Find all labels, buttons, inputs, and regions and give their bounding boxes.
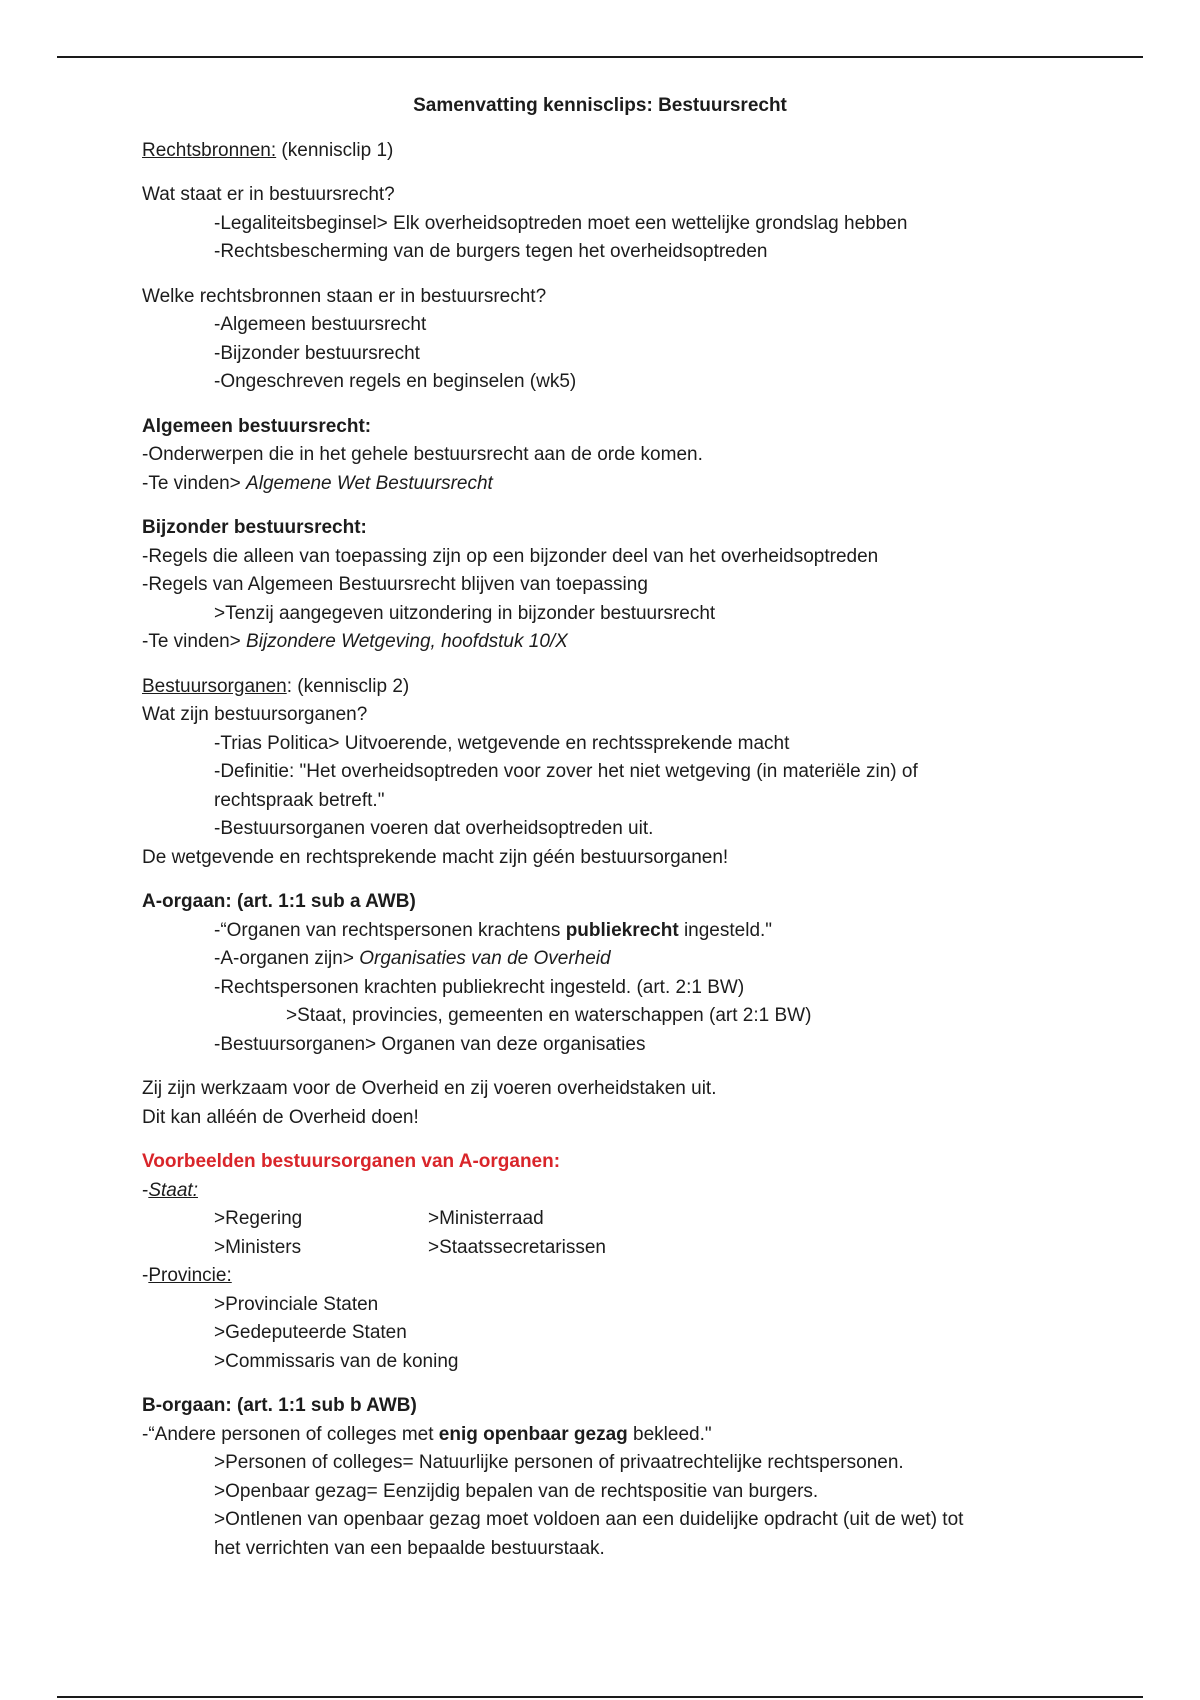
algemeen-te-vinden <box>142 470 1042 499</box>
provincie-item: >Gedeputeerde Staten <box>214 1322 407 1343</box>
document-title: Samenvatting kennisclips: Bestuursrecht <box>413 95 787 116</box>
provincie-label <box>142 1262 1042 1291</box>
openbaar-gezag-emphasis: enig openbaar gezag <box>438 1423 628 1445</box>
document-page <box>142 92 1042 1563</box>
staat-row <box>142 1234 1042 1263</box>
provincie-heading: Provincie: <box>148 1265 232 1286</box>
staat-row <box>142 1205 1042 1234</box>
text-segment: bekleed." <box>627 1423 712 1445</box>
question-wat-zijn: Wat zijn bestuursorganen? <box>142 704 368 725</box>
voorbeelden-heading: Voorbeelden bestuursorganen van A-organen: <box>142 1151 561 1172</box>
list-item-continued: rechtspraak betreft." <box>214 789 385 811</box>
a-orgaan-paragraph: Zij zijn werkzaam voor de Overheid en zij voeren overheidstaken uit. <box>142 1078 717 1099</box>
a-orgaan-paragraph: Dit kan alléén de Overheid doen! <box>142 1106 419 1128</box>
bijzondere-wetgeving-reference: Bijzondere Wetgeving, hoofdstuk 10/X <box>246 631 568 652</box>
provincie-item: >Commissaris van de koning <box>214 1350 459 1372</box>
text-segment: -A-organen zijn> <box>214 948 360 969</box>
bijzonder-te-vinden <box>142 628 1042 657</box>
a-orgaan-line <box>142 945 1042 974</box>
list-item: -Bestuursorganen voeren dat overheidsoptreden uit. <box>214 818 654 839</box>
publiekrecht-emphasis: publiekrecht <box>565 919 679 941</box>
bestuursorganen-note: De wetgevende en rechtsprekende macht zijn géén bestuursorganen! <box>142 846 729 868</box>
bestuursorganen-heading: Bestuursorganen <box>142 675 287 697</box>
b-orgaan-heading: B-orgaan: (art. 1:1 sub b AWB) <box>142 1395 417 1416</box>
b-orgaan-line: >Ontlenen van openbaar gezag moet voldoen aan een duidelijke opdracht (uit de wet) tot <box>214 1509 964 1530</box>
text-segment: -“Andere personen of colleges met <box>142 1423 439 1445</box>
b-orgaan-line: >Openbaar gezag= Eenzijdig bepalen van de rechtspositie van burgers. <box>214 1480 819 1502</box>
dash: - <box>142 1265 149 1286</box>
staat-label <box>142 1177 1042 1206</box>
b-orgaan-line <box>142 1421 1042 1450</box>
bijzonder-heading: Bijzonder bestuursrecht: <box>142 517 367 538</box>
dash: - <box>142 1179 149 1201</box>
staat-item: >Ministerraad <box>428 1208 544 1229</box>
list-item: -Bijzonder bestuursrecht <box>214 342 420 364</box>
section-rechtsbronnen <box>142 137 1042 166</box>
rechtsbronnen-suffix: (kennisclip 1) <box>276 139 394 161</box>
list-item: -Trias Politica> Uitvoerende, wetgevende en rechtssprekende macht <box>214 732 790 754</box>
section-bestuursorganen <box>142 673 1042 702</box>
list-item: -Legaliteitsbeginsel> Elk overheidsoptreden moet een wettelijke grondslag hebben <box>214 212 908 234</box>
bijzonder-line: >Tenzij aangegeven uitzondering in bijzonder bestuursrecht <box>214 602 716 624</box>
te-vinden-prefix: -Te vinden> <box>142 631 247 652</box>
bijzonder-line: -Regels van Algemeen Bestuursrecht blijven van toepassing <box>142 574 648 595</box>
bottom-rule <box>57 1696 1143 1698</box>
list-item: -Rechtsbescherming van de burgers tegen het overheidsoptreden <box>214 241 768 262</box>
b-orgaan-line-continued: het verrichten van een bepaalde bestuurstaak. <box>214 1537 605 1559</box>
top-rule <box>57 56 1143 58</box>
te-vinden-prefix: -Te vinden> <box>142 472 247 494</box>
text-segment: ingesteld." <box>678 919 773 941</box>
awb-reference: Algemene Wet Bestuursrecht <box>246 472 493 494</box>
question-wat-staat: Wat staat er in bestuursrecht? <box>142 184 395 205</box>
provincie-item: >Provinciale Staten <box>214 1293 379 1315</box>
a-orgaan-line: -Rechtspersonen krachten publiekrecht ingesteld. (art. 2:1 BW) <box>214 976 745 998</box>
staat-heading: Staat: <box>148 1179 198 1201</box>
organisaties-overheid: Organisaties van de Overheid <box>359 948 611 969</box>
rechtsbronnen-heading: Rechtsbronnen: <box>142 139 277 161</box>
bestuursorganen-suffix: : (kennisclip 2) <box>286 675 410 697</box>
staat-item: >Staatssecretarissen <box>428 1236 606 1258</box>
a-orgaan-line <box>142 917 1042 946</box>
text-segment: -“Organen van rechtspersonen krachtens <box>214 919 566 941</box>
a-orgaan-line: >Staat, provincies, gemeenten en waterschappen (art 2:1 BW) <box>286 1005 812 1026</box>
algemeen-line: -Onderwerpen die in het gehele bestuursrecht aan de orde komen. <box>142 444 703 465</box>
list-item: -Ongeschreven regels en beginselen (wk5) <box>214 371 577 392</box>
staat-item: >Ministers <box>214 1236 302 1258</box>
a-orgaan-heading: A-orgaan: (art. 1:1 sub a AWB) <box>142 891 416 912</box>
list-item: -Definitie: "Het overheidsoptreden voor zover het niet wetgeving (in materiële zin) of <box>214 761 918 782</box>
algemeen-heading: Algemeen bestuursrecht: <box>142 415 372 437</box>
staat-item: >Regering <box>214 1208 303 1229</box>
b-orgaan-line: >Personen of colleges= Natuurlijke personen of privaatrechtelijke rechtspersonen. <box>214 1452 904 1473</box>
list-item: -Algemeen bestuursrecht <box>214 314 427 335</box>
bijzonder-line: -Regels die alleen van toepassing zijn op een bijzonder deel van het overheidsoptreden <box>142 545 879 567</box>
a-orgaan-line: -Bestuursorganen> Organen van deze organisaties <box>214 1033 646 1055</box>
question-welke-rechtsbronnen: Welke rechtsbronnen staan er in bestuursrecht? <box>142 285 547 307</box>
